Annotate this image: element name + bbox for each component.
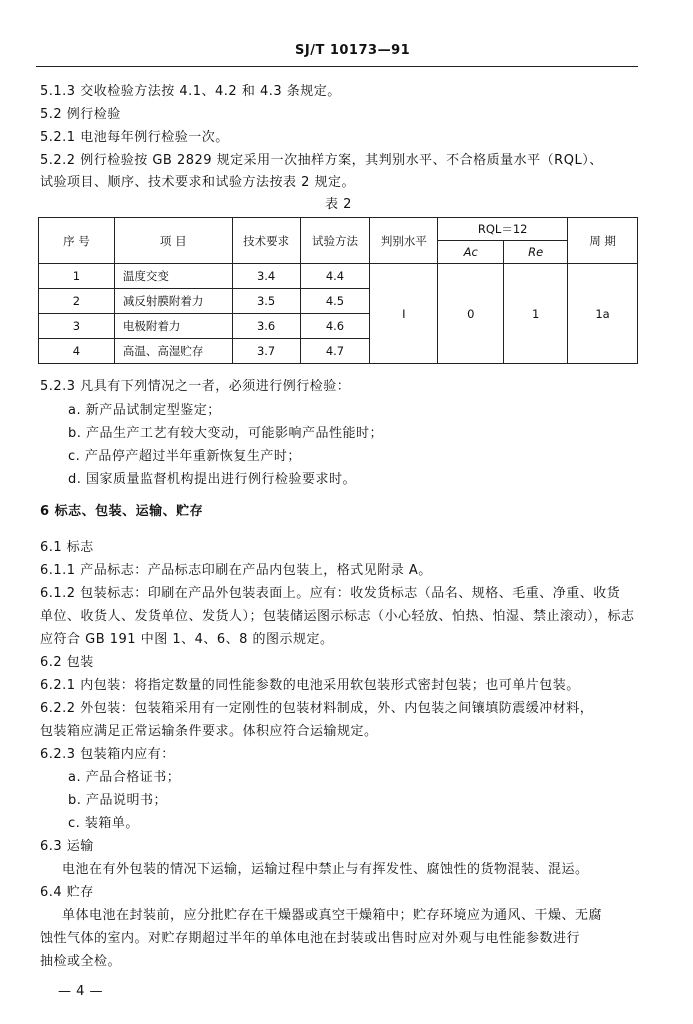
clause-6-1-1: 6.1.1 产品标志：产品标志印刷在产品内包装上，格式见附录 A。 bbox=[40, 563, 432, 578]
pack-item-b: b. 产品说明书； bbox=[68, 793, 168, 808]
clause-6-1: 6.1 标志 bbox=[40, 540, 94, 555]
header-method: 试验方法 bbox=[300, 218, 370, 264]
header-seq: 序 号 bbox=[39, 218, 115, 264]
clause-5-2-3: 5.2.3 凡具有下列情况之一者，必须进行例行检验： bbox=[40, 379, 351, 394]
clause-5-2: 5.2 例行检验 bbox=[40, 107, 121, 122]
clause-6-4-cont2: 抽检或全检。 bbox=[40, 954, 122, 969]
clause-6-2: 6.2 包装 bbox=[40, 655, 94, 670]
clause-6-2-2: 6.2.2 外包装：包装箱采用有一定刚性的包装材料制成，外、内包装之间镶填防震缓冲材料， bbox=[40, 701, 594, 716]
table-2 bbox=[38, 217, 638, 364]
row-seq: 2 bbox=[39, 289, 115, 314]
merged-re: 1 bbox=[504, 264, 568, 364]
clause-6-1-2-cont1: 单位、收货人、发货单位、发货人）；包装储运图示标志（小心轻放、怕热、怕湿、禁止滚动），标志 bbox=[40, 609, 635, 624]
clause-6-4-cont1: 蚀性气体的室内。对贮存期超过半年的单体电池在封装或出售时应对外观与电性能参数进行 bbox=[40, 931, 581, 946]
row-item: 温度交变 bbox=[114, 264, 232, 289]
header-period: 周 期 bbox=[568, 218, 638, 264]
header-re: Re bbox=[504, 241, 568, 264]
page-number: — 4 — bbox=[58, 984, 104, 999]
row-method: 4.4 bbox=[300, 264, 370, 289]
header-ac: Ac bbox=[438, 241, 504, 264]
row-item: 电极附着力 bbox=[114, 314, 232, 339]
list-item-c: c. 产品停产超过半年重新恢复生产时； bbox=[68, 449, 301, 464]
clause-5-2-1: 5.2.1 电池每年例行检验一次。 bbox=[40, 130, 229, 145]
list-item-d: d. 国家质量监督机构提出进行例行检验要求时。 bbox=[68, 472, 357, 487]
clause-6-1-2-cont2: 应符合 GB 191 中图 1、4、6、8 的图示规定。 bbox=[40, 632, 334, 647]
row-tech: 3.7 bbox=[232, 339, 300, 364]
row-item: 高温、高湿贮存 bbox=[114, 339, 232, 364]
table-caption: 表 2 bbox=[325, 197, 352, 212]
merged-ac: 0 bbox=[438, 264, 504, 364]
row-seq: 3 bbox=[39, 314, 115, 339]
pack-item-a: a. 产品合格证书； bbox=[68, 770, 181, 785]
clause-5-2-2: 5.2.2 例行检验按 GB 2829 规定采用一次抽样方案，其判别水平、不合格质量水平（RQL）、 bbox=[40, 153, 603, 168]
clause-6-2-3: 6.2.3 包装箱内应有： bbox=[40, 747, 175, 762]
clause-6-3: 6.3 运输 bbox=[40, 839, 94, 854]
clause-6-2-2-cont: 包装箱应满足正常运输条件要求。体积应符合运输规定。 bbox=[40, 724, 378, 739]
row-seq: 4 bbox=[39, 339, 115, 364]
row-tech: 3.5 bbox=[232, 289, 300, 314]
merged-level: I bbox=[370, 264, 438, 364]
clause-6-2-1: 6.2.1 内包装：将指定数量的同性能参数的电池采用软包装形式密封包装；也可单片包装。 bbox=[40, 678, 580, 693]
section-6-title: 6 标志、包装、运输、贮存 bbox=[40, 504, 204, 519]
merged-period: 1a bbox=[568, 264, 638, 364]
header-tech: 技术要求 bbox=[232, 218, 300, 264]
row-seq: 1 bbox=[39, 264, 115, 289]
clause-6-4: 6.4 贮存 bbox=[40, 885, 94, 900]
row-item: 减反射膜附着力 bbox=[114, 289, 232, 314]
clause-6-4-text: 单体电池在封装前，应分批贮存在干燥器或真空干燥箱中；贮存环境应为通风、干燥、无腐 bbox=[62, 908, 603, 923]
document-id: SJ/T 10173—91 bbox=[295, 43, 411, 58]
header-level: 判别水平 bbox=[370, 218, 438, 264]
clause-5-2-2-cont: 试验项目、顺序、技术要求和试验方法按表 2 规定。 bbox=[40, 175, 356, 190]
row-method: 4.5 bbox=[300, 289, 370, 314]
table-row bbox=[39, 264, 638, 289]
list-item-a: a. 新产品试制定型鉴定； bbox=[68, 403, 221, 418]
pack-item-c: c. 装箱单。 bbox=[68, 816, 139, 831]
row-tech: 3.6 bbox=[232, 314, 300, 339]
header-item: 项 目 bbox=[114, 218, 232, 264]
header-rql: RQL＝12 bbox=[438, 218, 568, 241]
row-method: 4.7 bbox=[300, 339, 370, 364]
clause-6-3-text: 电池在有外包装的情况下运输，运输过程中禁止与有挥发性、腐蚀性的货物混装、混运。 bbox=[62, 862, 589, 877]
row-method: 4.6 bbox=[300, 314, 370, 339]
clause-5-1-3: 5.1.3 交收检验方法按 4.1、4.2 和 4.3 条规定。 bbox=[40, 84, 341, 99]
header-rule bbox=[36, 66, 638, 67]
row-tech: 3.4 bbox=[232, 264, 300, 289]
clause-6-1-2: 6.1.2 包装标志：印刷在产品外包装表面上。应有：收发货标志（品名、规格、毛重、净重、收货 bbox=[40, 586, 621, 601]
list-item-b: b. 产品生产工艺有较大变动，可能影响产品性能时； bbox=[68, 426, 384, 441]
